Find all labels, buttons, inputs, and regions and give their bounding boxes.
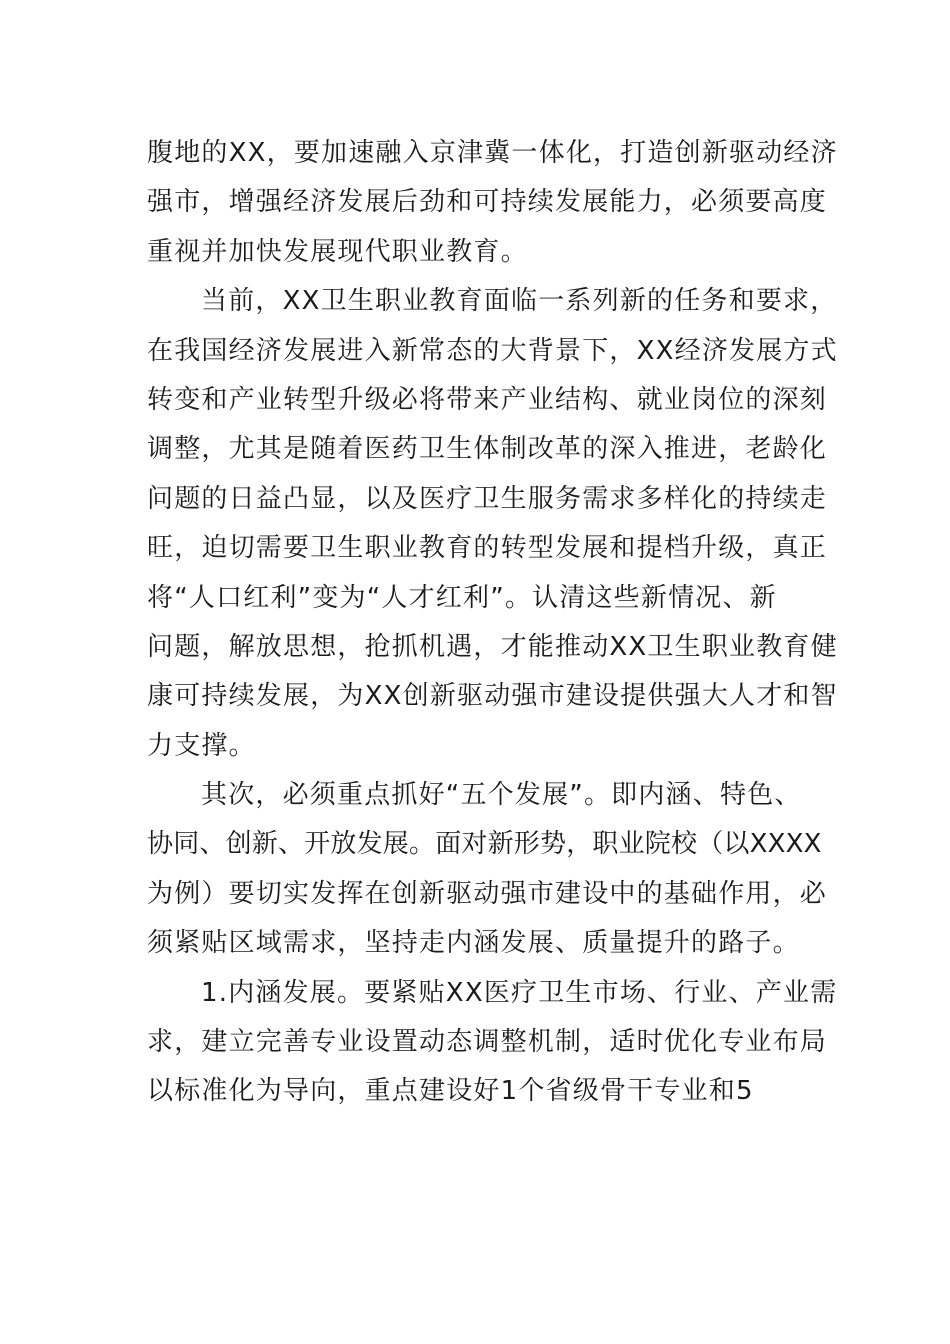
text-line: 力支撑。: [147, 730, 256, 761]
text-line: 问题，解放思想，抢抓机遇，才能推动XX卫生职业教育健: [147, 631, 838, 662]
text-line: 须紧贴区域需求，坚持走内涵发展、质量提升的路子。: [147, 928, 800, 959]
text-line: 为例）要切实发挥在创新驱动强市建设中的基础作用，必: [147, 878, 828, 909]
text-line: 协同、创新、开放发展。面对新形势，职业院校（以XXXX: [147, 829, 822, 860]
text-line: 其次，必须重点抓好“五个发展”。即内涵、特色、: [201, 780, 802, 811]
text-line: 旺，迫切需要卫生职业教育的转型发展和提档升级，真正: [147, 533, 828, 564]
text-line: 问题的日益凸显，以及医疗卫生服务需求多样化的持续走: [147, 483, 828, 514]
text-line: 当前，XX卫生职业教育面临一系列新的任务和要求，: [201, 286, 838, 317]
text-line: 强市，增强经济发展后劲和可持续发展能力，必须要高度: [147, 187, 828, 218]
text-line: 调整，尤其是随着医药卫生体制改革的深入推进，老龄化: [147, 434, 828, 465]
text-line: 在我国经济发展进入新常态的大背景下，XX经济发展方式: [147, 335, 838, 366]
text-line: 转变和产业转型升级必将带来产业结构、就业岗位的深刻: [147, 384, 828, 415]
text-line: 重视并加快发展现代职业教育。: [147, 236, 528, 267]
document-body: [147, 129, 838, 1117]
text-line: 康可持续发展，为XX创新驱动强市建设提供强大人才和智: [147, 681, 838, 712]
text-line: 腹地的XX，要加速融入京津冀一体化，打造创新驱动经济: [147, 138, 838, 168]
text-line: 求，建立完善专业设置动态调整机制，适时优化专业布局: [147, 1027, 828, 1058]
text-line: 以标准化为导向，重点建设好1个省级骨干专业和5: [147, 1076, 754, 1107]
text-line: 1.内涵发展。要紧贴XX医疗卫生市场、行业、产业需: [201, 977, 838, 1008]
text-line: 将“人口红利”变为“人才红利”。认清这些新情况、新: [147, 582, 777, 613]
